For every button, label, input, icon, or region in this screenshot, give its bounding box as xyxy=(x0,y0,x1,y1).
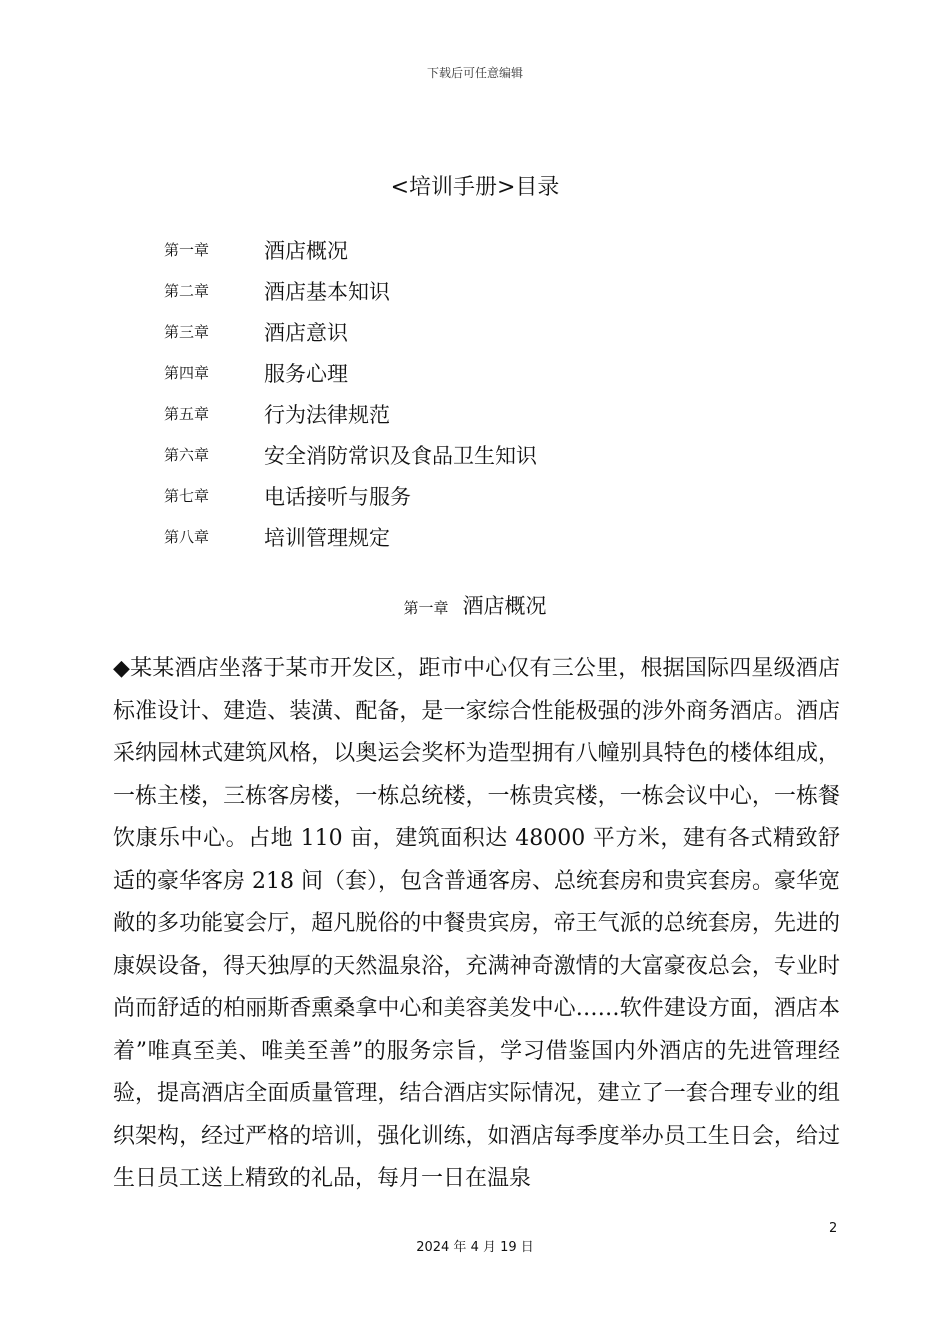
toc-chapter-name: 电话接听与服务 xyxy=(264,484,411,509)
toc-chapter-name: 安全消防常识及食品卫生知识 xyxy=(264,443,537,468)
toc-chapter-name: 培训管理规定 xyxy=(264,525,390,550)
toc-item xyxy=(164,270,537,311)
toc-chapter-number: 第六章 xyxy=(164,446,210,464)
section-heading xyxy=(0,590,950,620)
toc-chapter-number: 第三章 xyxy=(164,323,210,341)
toc-item xyxy=(164,229,537,270)
toc-chapter-name: 酒店概况 xyxy=(264,238,348,263)
section-chapter-number: 第一章 xyxy=(403,599,449,617)
toc-chapter-number: 第一章 xyxy=(164,241,210,259)
toc-chapter-number: 第七章 xyxy=(164,487,210,505)
body-paragraph: ◆某某酒店坐落于某市开发区，距市中心仅有三公里，根据国际四星级酒店标准设计、建造、装潢、配备，是一家综合性能极强的涉外商务酒店。酒店采纳园林式建筑风格，以奥运会奖杯为造型拥有八幢别具特色的楼体组成，一栋主楼，三栋客房楼，一栋总统楼，一栋贵宾楼，一栋会议中心，一栋餐饮康乐中心。占地 110 亩，建筑面积达 48000 平方米，建有各式精致舒适的豪华客房 218 间（套），包含普通客房、总统套房和贵宾套房。豪华宽敞的多功能宴会厅，超凡脱俗的中餐贵宾房，帝王气派的总统套房，先进的康娱设备，得天独厚的天然温泉浴，充满神奇激情的大富豪夜总会，专业时尚而舒适的柏丽斯香熏桑拿中心和美容美发中心……软件建设方面，酒店本着”唯真至美、唯美至善”的服务宗旨，学习借鉴国内外酒店的先进管理经验，提高酒店全面质量管理，结合酒店实际情况，建立了一套合理专业的组织架构，经过严格的培训，强化训练，如酒店每季度举办员工生日会，给过生日员工送上精致的礼品，每月一日在温泉 xyxy=(113,656,840,1191)
section-title: 酒店概况 xyxy=(462,594,547,618)
toc-chapter-number: 第五章 xyxy=(164,405,210,423)
header-note: 下载后可任意编辑 xyxy=(426,66,523,80)
toc-chapter-number: 第八章 xyxy=(164,528,210,546)
toc-item xyxy=(164,393,537,434)
toc-item xyxy=(164,516,537,557)
toc-item xyxy=(164,352,537,393)
page-number: 2 xyxy=(829,1221,838,1236)
toc-chapter-name: 酒店基本知识 xyxy=(264,279,390,304)
toc-item xyxy=(164,434,537,475)
toc-chapter-name: 酒店意识 xyxy=(264,320,348,345)
toc-chapter-name: 服务心理 xyxy=(264,361,348,386)
table-of-contents xyxy=(164,229,537,557)
toc-item xyxy=(164,475,537,516)
toc-chapter-number: 第四章 xyxy=(164,364,210,382)
toc-item xyxy=(164,311,537,352)
footer-date: 2024 年 4 月 19 日 xyxy=(416,1240,534,1255)
toc-chapter-number: 第二章 xyxy=(164,282,210,300)
toc-title: <培训手册>目录 xyxy=(390,175,560,200)
toc-chapter-name: 行为法律规范 xyxy=(264,402,390,427)
